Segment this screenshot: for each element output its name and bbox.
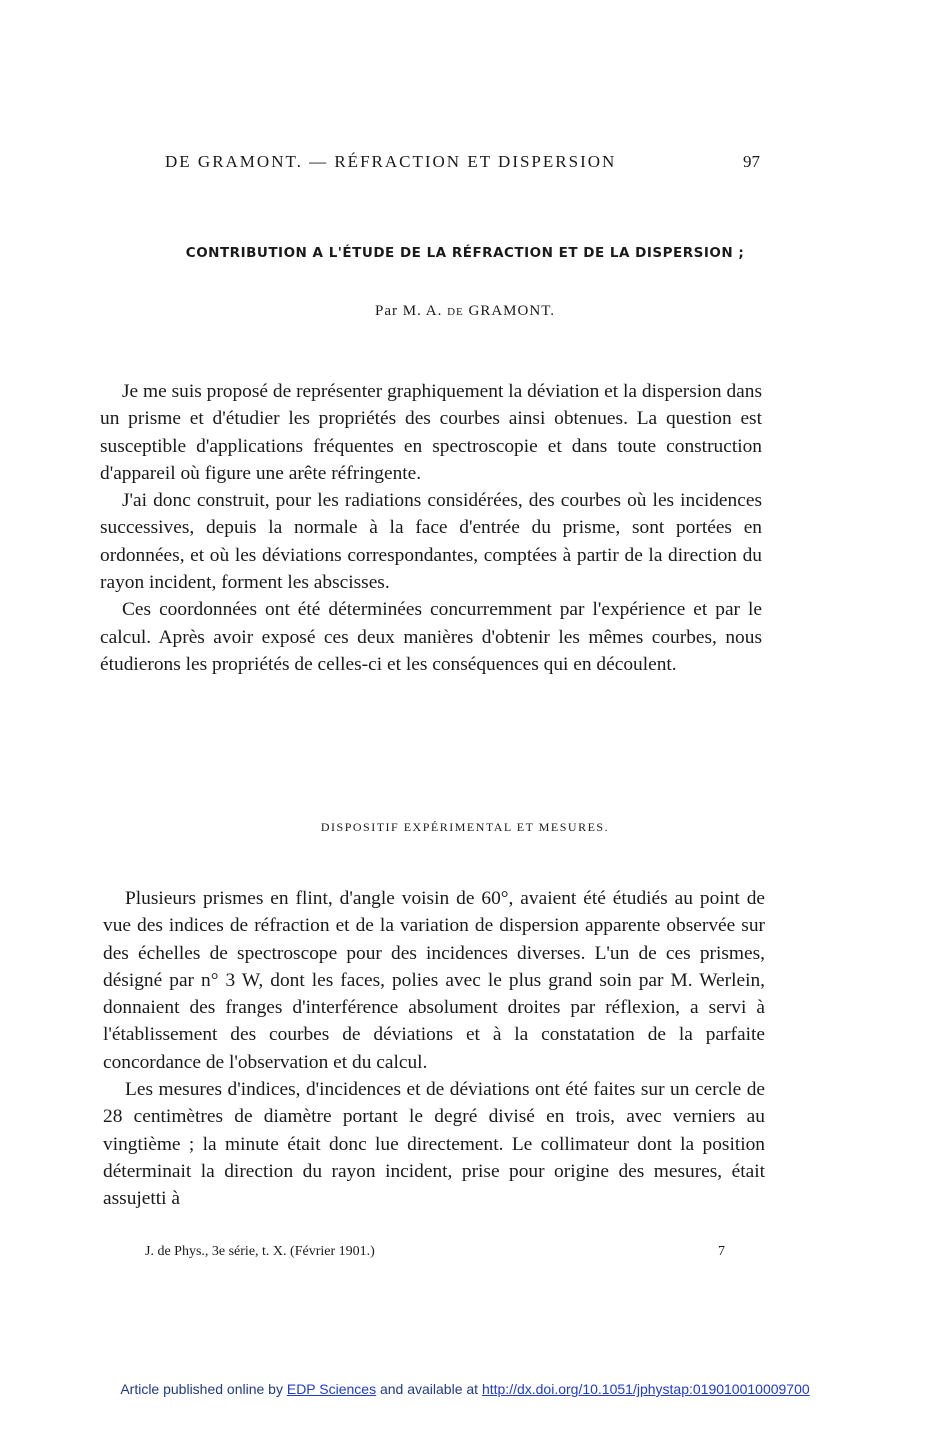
page-number: 97 <box>743 152 760 171</box>
paragraph: Plusieurs prismes en flint, d'angle voisin de 60°, avaient été étudiés au point de vue des indices de réfraction et de la variation de dispersion apparente observée sur des échelles de spectroscope pour des incidences diverses. L'un de ces prismes, désigné par n° 3 W, dont les faces, polies avec le plus grand soin par M. Werlein, donnaient des franges d'interférence absolument droites par réflexion, a servi à l'établissement des courbes de déviations et à la constatation de la parfaite concordance de l'observation et du calcul. <box>103 888 765 1073</box>
journal-reference: J. de Phys., 3e série, t. X. (Février 1901.) <box>145 1244 375 1259</box>
section-text <box>103 885 765 1213</box>
running-head <box>165 152 760 176</box>
journal-footer <box>145 1244 725 1264</box>
publisher-prefix: Article published online by <box>120 1381 287 1397</box>
publisher-link[interactable]: EDP Sciences <box>286 1381 377 1397</box>
paragraph: Ces coordonnées ont été déterminées concurremment par l'expérience et par le calcul. Après avoir exposé ces deux manières d'obtenir les mêmes courbes, nous étudierons les propriétés de celles-ci et les conséquences qui en découlent. <box>100 599 762 675</box>
running-head-title: DE GRAMONT. — RÉFRACTION ET DISPERSION <box>165 152 617 171</box>
signature-mark: 7 <box>718 1244 725 1259</box>
paragraph: Les mesures d'indices, d'incidences et de déviations ont été faites sur un cercle de 28 centimètres de diamètre portant le degré divisé en trois, avec verniers au vingtième ; la minute était donc lue directement. Le collimateur dont la position déterminait la direction du rayon incident, prise pour origine des mesures, était assujetti à <box>103 1079 765 1210</box>
intro-text <box>100 378 762 678</box>
byline-prefix: Par M. A. <box>375 303 448 319</box>
doi-link[interactable]: http://dx.doi.org/10.1051/jphystap:019010010009700 <box>481 1381 810 1397</box>
article-title: CONTRIBUTION A L'ÉTUDE DE LA RÉFRACTION ET DE LA DISPERSION ; <box>185 245 745 261</box>
section-heading: DISPOSITIF EXPÉRIMENTAL ET MESURES. <box>320 820 610 834</box>
paragraph: Je me suis proposé de représenter graphiquement la déviation et la dispersion dans un prisme et d'étudier les propriétés des courbes ainsi obtenues. La question est susceptible d'applications fréquentes en spectroscopie et dans toute construction d'appareil où figure une arête réfringente. <box>100 381 762 484</box>
byline-particle: DE <box>447 306 464 318</box>
byline-name: GRAMONT. <box>463 303 555 319</box>
byline <box>100 303 830 320</box>
paragraph: J'ai donc construit, pour les radiations considérées, des courbes où les incidences successives, depuis la normale à la face d'entrée du prisme, sont portées en ordonnées, et où les déviations correspondantes, comptées à partir de la direction du rayon incident, forment les abscisses. <box>100 490 762 594</box>
publisher-note <box>0 1381 930 1397</box>
publisher-middle: and available at <box>376 1381 482 1397</box>
